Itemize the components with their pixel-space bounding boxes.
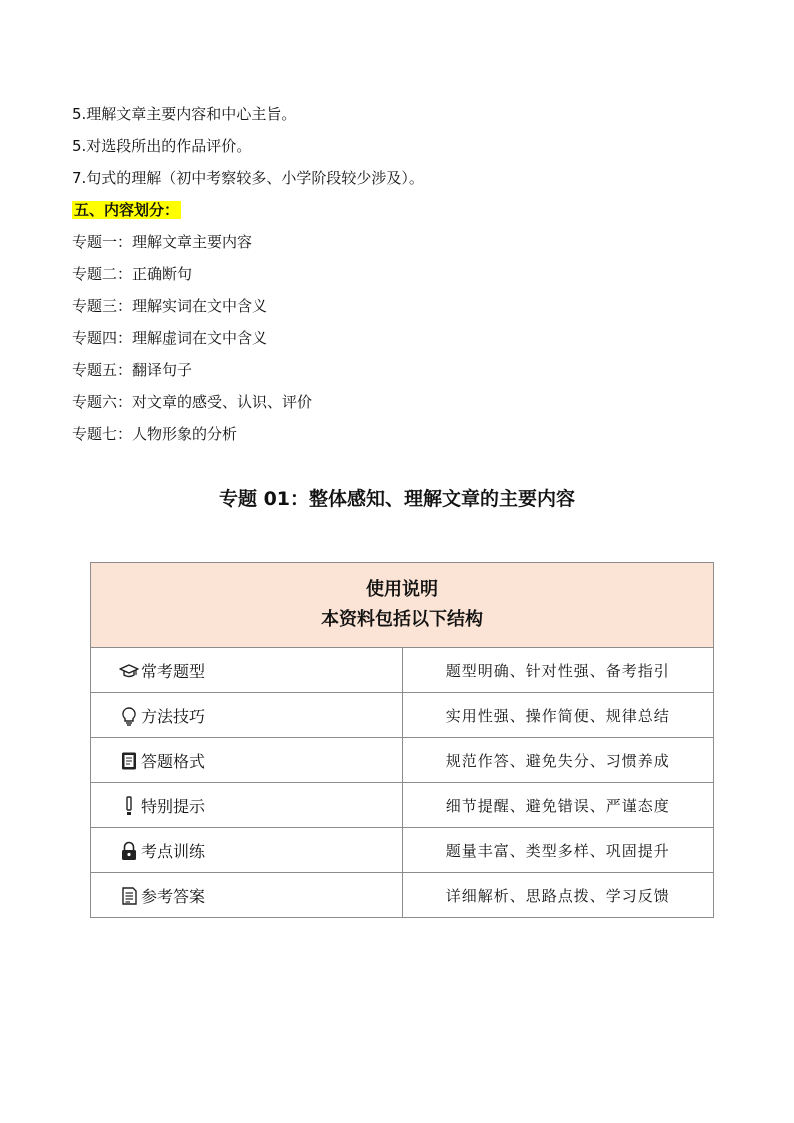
table-row <box>91 693 714 738</box>
section-name: 考点训练 <box>141 841 206 861</box>
exclamation-icon <box>119 796 139 816</box>
section-name-cell <box>91 738 403 783</box>
section-description: 实用性强、操作简便、规律总结 <box>402 693 714 738</box>
section-name: 答题格式 <box>141 751 206 771</box>
topic-item: 专题六：对文章的感受、认识、评价 <box>72 393 313 411</box>
intro-content <box>72 98 732 450</box>
graduation-cap-icon <box>119 661 139 681</box>
list-item: 5.对选段所出的作品评价。 <box>72 137 252 155</box>
document-icon <box>119 886 139 906</box>
section-name: 特别提示 <box>141 796 206 816</box>
section-heading: 五、内容划分： <box>74 201 180 219</box>
book-icon <box>119 751 139 771</box>
table-row <box>91 873 714 918</box>
table-row <box>91 738 714 783</box>
topic-item: 专题二：正确断句 <box>72 265 193 283</box>
topic-item: 专题四：理解虚词在文中含义 <box>72 329 268 347</box>
section-name-cell <box>91 828 403 873</box>
section-name: 方法技巧 <box>141 706 206 726</box>
page-title: 专题 01：整体感知、理解文章的主要内容 <box>218 488 576 510</box>
table-row <box>91 828 714 873</box>
structure-table <box>90 562 714 918</box>
section-description: 题型明确、针对性强、备考指引 <box>402 648 714 693</box>
lightbulb-icon <box>119 706 139 726</box>
section-description: 题量丰富、类型多样、巩固提升 <box>402 828 714 873</box>
section-name-cell <box>91 783 403 828</box>
topic-item: 专题七：人物形象的分析 <box>72 425 238 443</box>
section-description: 规范作答、避免失分、习惯养成 <box>402 738 714 783</box>
topic-item: 专题五：翻译句子 <box>72 361 193 379</box>
section-description: 细节提醒、避免错误、严谨态度 <box>402 783 714 828</box>
table-header-subtitle: 本资料包括以下结构 <box>321 609 483 630</box>
section-name: 常考题型 <box>141 661 206 681</box>
section-name-cell <box>91 693 403 738</box>
section-name-cell <box>91 873 403 918</box>
section-description: 详细解析、思路点拨、学习反馈 <box>402 873 714 918</box>
lock-icon <box>119 841 139 861</box>
topic-item: 专题一：理解文章主要内容 <box>72 233 253 251</box>
section-name: 参考答案 <box>141 886 206 906</box>
table-header <box>91 563 714 648</box>
table-header-title: 使用说明 <box>366 579 438 600</box>
topic-item: 专题三：理解实词在文中含义 <box>72 297 268 315</box>
table-row <box>91 783 714 828</box>
section-heading-row <box>72 194 732 226</box>
list-item: 5.理解文章主要内容和中心主旨。 <box>72 105 297 123</box>
table-row <box>91 648 714 693</box>
list-item: 7.句式的理解（初中考察较多、小学阶段较少涉及）。 <box>72 169 424 187</box>
section-name-cell <box>91 648 403 693</box>
